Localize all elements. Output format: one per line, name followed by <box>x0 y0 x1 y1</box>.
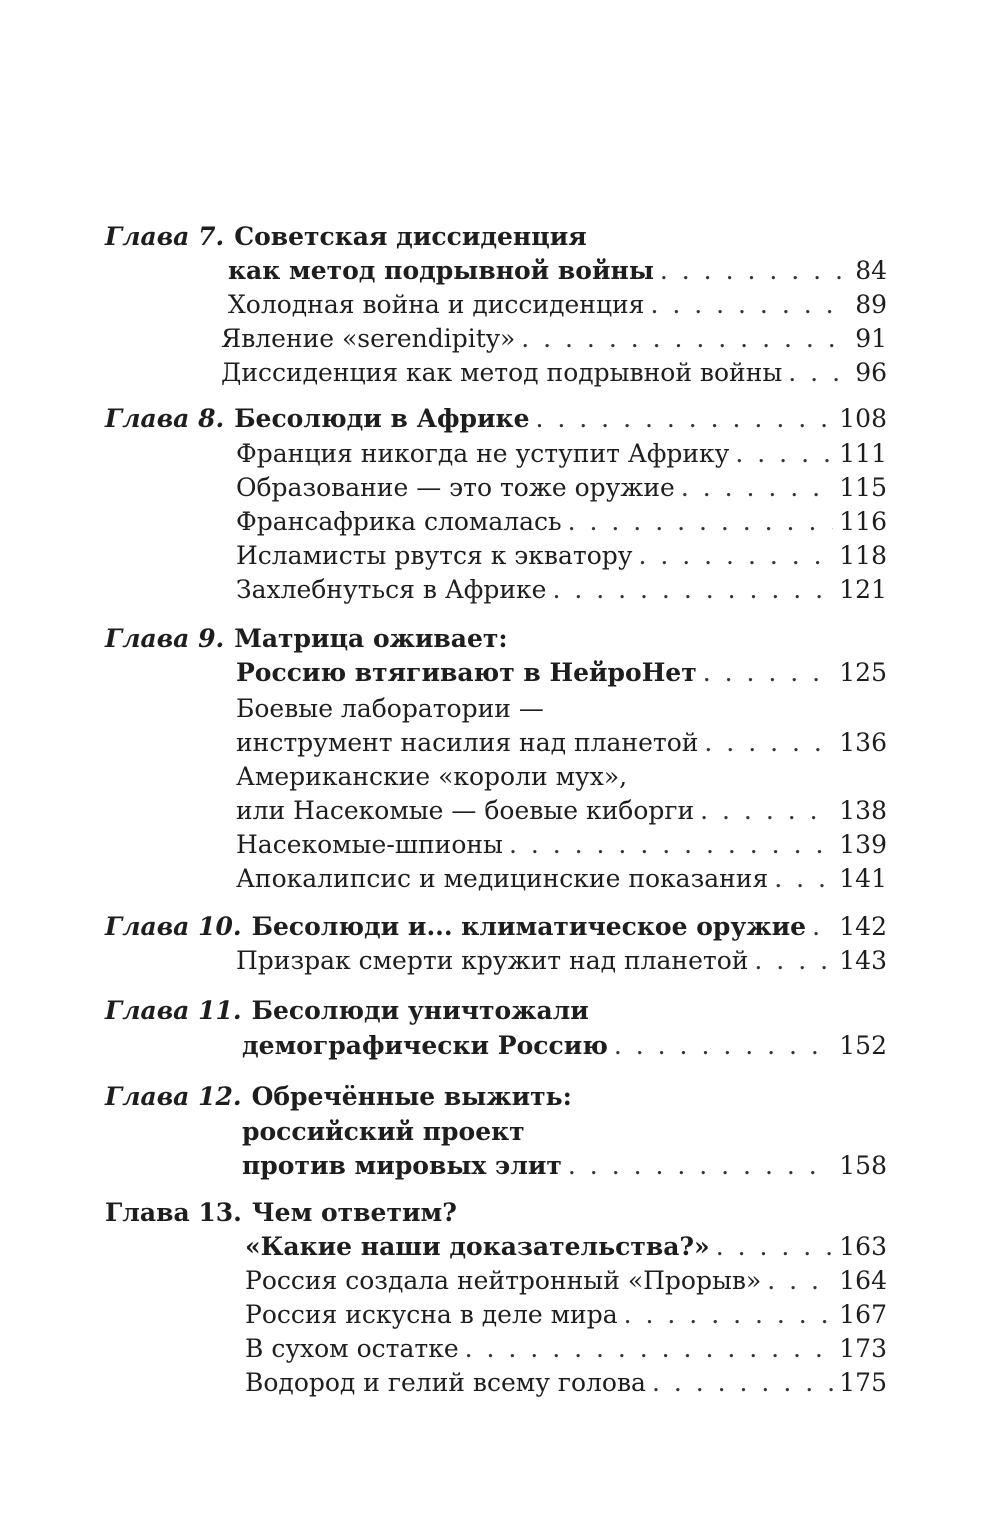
toc-section[interactable] <box>236 505 887 539</box>
chapter-label: Глава 8. <box>105 404 225 433</box>
section-title: Водород и гелий всему голова <box>245 1368 646 1397</box>
page-number: 143 <box>839 946 887 975</box>
leader-dots <box>509 828 833 862</box>
chapter-label: Глава 10. <box>105 912 242 941</box>
leader-dots <box>774 862 833 896</box>
toc-chapter-12-line-2 <box>242 1115 887 1149</box>
page-number: 125 <box>839 658 887 687</box>
page-number: 158 <box>839 1151 887 1180</box>
toc-section[interactable] <box>221 322 887 356</box>
chapter-label: Глава 11. <box>105 996 242 1025</box>
section-title: или Насекомые — боевые киборги <box>236 796 695 825</box>
chapter-label: Глава 7. <box>105 222 225 251</box>
section-title: Образование — это тоже оружие <box>236 473 675 502</box>
page-number: 139 <box>839 830 887 859</box>
chapter-title: как метод подрывной войны <box>228 256 654 285</box>
leader-dots <box>767 1264 833 1298</box>
page-number: 116 <box>839 507 887 536</box>
toc-section[interactable] <box>245 1298 887 1332</box>
page-number: 163 <box>839 1232 887 1261</box>
toc-section[interactable] <box>245 1264 887 1298</box>
leader-dots <box>700 794 833 828</box>
page-number: 167 <box>839 1300 887 1329</box>
page-number: 138 <box>839 796 887 825</box>
leader-dots <box>716 1230 834 1264</box>
toc-section[interactable] <box>245 1366 887 1400</box>
toc-section[interactable] <box>236 573 887 607</box>
page-number: 115 <box>839 473 887 502</box>
section-title: Призрак смерти кружит над планетой <box>236 946 749 975</box>
page-number: 164 <box>839 1266 887 1295</box>
leader-dots <box>568 1149 833 1183</box>
chapter-title: Обречённые выжить: <box>251 1082 572 1111</box>
section-title: Франция никогда не уступит Африку <box>236 439 730 468</box>
toc-chapter-7-line-1 <box>105 220 887 254</box>
toc-section-line-1 <box>236 760 887 794</box>
leader-dots <box>521 322 849 356</box>
leader-dots <box>812 910 833 944</box>
leader-dots <box>614 1029 833 1063</box>
toc-section[interactable] <box>236 726 887 760</box>
page-number: 173 <box>839 1334 887 1363</box>
leader-dots <box>703 656 834 690</box>
section-title: Насекомые-шпионы <box>236 830 503 859</box>
page-number: 91 <box>855 324 887 353</box>
leader-dots <box>536 402 834 436</box>
toc-section[interactable] <box>236 794 887 828</box>
leader-dots <box>652 1366 833 1400</box>
section-title: Американские «короли мух», <box>236 762 628 791</box>
section-title: Диссиденция как метод подрывной войны <box>221 358 783 387</box>
page-number: 121 <box>839 575 887 604</box>
toc-chapter-10[interactable] <box>105 910 887 944</box>
section-title: Апокалипсис и медицинские показания <box>236 864 769 893</box>
leader-dots <box>552 573 833 607</box>
page-number: 89 <box>855 290 887 319</box>
toc-section[interactable] <box>236 437 887 471</box>
chapter-title: Бесолюди уничтожали <box>251 996 589 1025</box>
page-number: 152 <box>839 1031 887 1060</box>
section-title: Явление «serendipity» <box>221 324 516 353</box>
chapter-title: Бесолюди и... климатическое оружие <box>251 912 807 941</box>
chapter-title: Бесолюди в Африке <box>234 404 530 433</box>
page-number: 175 <box>839 1368 887 1397</box>
page-number: 108 <box>839 404 887 433</box>
toc-chapter-7-line-2[interactable] <box>228 254 887 288</box>
leader-dots <box>681 471 833 505</box>
toc-section[interactable] <box>236 828 887 862</box>
chapter-label: Глава 9. <box>105 624 225 653</box>
toc-section[interactable] <box>245 1332 887 1366</box>
toc-section[interactable] <box>221 356 887 390</box>
page-number: 84 <box>855 256 887 285</box>
toc-chapter-8[interactable] <box>105 402 887 436</box>
leader-dots <box>660 254 849 288</box>
toc-section[interactable] <box>228 288 887 322</box>
chapter-title: Матрица оживает: <box>234 624 508 653</box>
page-number: 142 <box>839 912 887 941</box>
chapter-title: демографически Россию <box>242 1031 608 1060</box>
toc-section[interactable] <box>236 944 887 978</box>
leader-dots <box>788 356 849 390</box>
leader-dots <box>465 1332 834 1366</box>
leader-dots <box>650 288 849 322</box>
leader-dots <box>624 1298 834 1332</box>
toc-section[interactable] <box>236 539 887 573</box>
leader-dots <box>754 944 833 978</box>
chapter-title: против мировых элит <box>242 1151 562 1180</box>
section-title: инструмент насилия над планетой <box>236 728 699 757</box>
section-title: Россия создала нейтронный «Прорыв» <box>245 1266 762 1295</box>
chapter-title: Советская диссиденция <box>234 222 587 251</box>
page-number: 136 <box>839 728 887 757</box>
toc-section[interactable] <box>236 862 887 896</box>
leader-dots <box>735 437 833 471</box>
page-number: 118 <box>839 541 887 570</box>
toc-chapter-9-line-1 <box>105 622 887 656</box>
section-title: В сухом остатке <box>245 1334 459 1363</box>
leader-dots <box>568 505 834 539</box>
chapter-title: «Какие наши доказательства?» <box>245 1232 710 1261</box>
toc-chapter-13-line-1 <box>105 1196 887 1230</box>
section-title: Исламисты рвутся к экватору <box>236 541 633 570</box>
toc-chapter-12-line-3[interactable] <box>242 1149 887 1183</box>
page-number: 96 <box>855 358 887 387</box>
chapter-title: российский проект <box>242 1117 525 1146</box>
leader-dots <box>704 726 833 760</box>
toc-chapter-11-line-1 <box>105 994 887 1028</box>
section-title: Франсафрика сломалась <box>236 507 562 536</box>
section-title: Россия искусна в деле мира <box>245 1300 618 1329</box>
toc-section-line-1 <box>236 692 887 726</box>
chapter-title: Чем ответим? <box>251 1198 457 1227</box>
toc-chapter-13-line-2[interactable] <box>245 1230 887 1264</box>
page-number: 111 <box>839 439 887 468</box>
toc-section[interactable] <box>236 471 887 505</box>
toc-chapter-12-line-1 <box>105 1080 887 1114</box>
toc-chapter-9-line-2[interactable] <box>236 656 887 690</box>
chapter-label: Глава 12. <box>105 1082 242 1111</box>
chapter-label: Глава 13. <box>105 1198 242 1227</box>
leader-dots <box>638 539 833 573</box>
toc-chapter-11-line-2[interactable] <box>242 1029 887 1063</box>
section-title: Боевые лаборатории — <box>236 694 544 723</box>
page-number: 141 <box>839 864 887 893</box>
section-title: Холодная война и диссиденция <box>228 290 645 319</box>
chapter-title: Россию втягивают в НейроНет <box>236 658 697 687</box>
section-title: Захлебнуться в Африке <box>236 575 547 604</box>
